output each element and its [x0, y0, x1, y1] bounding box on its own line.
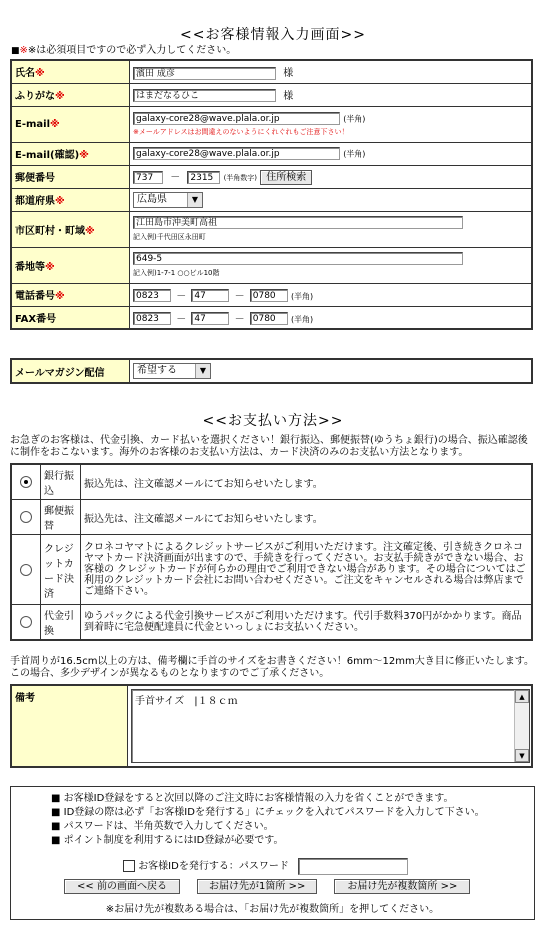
row-prefecture [11, 188, 532, 211]
bullet-item: ■ ポイント制度を利用するにはID登録が必要です。 [51, 835, 284, 846]
phone-input-2[interactable]: 47 [191, 289, 229, 302]
label-address: 番地等※ [11, 247, 130, 283]
bullet-item: ■ パスワードは、半角英数で入力してください。 [51, 821, 274, 832]
payment-option [11, 605, 532, 641]
scroll-down-icon[interactable]: ▼ [515, 749, 529, 762]
single-address-button[interactable]: お届け先が1箇所 >> [197, 879, 317, 894]
mailmag-select[interactable] [133, 363, 211, 379]
radio-credit-card[interactable] [20, 564, 32, 576]
row-remarks [11, 685, 532, 767]
city-example: 記入例)千代田区永田町 [133, 233, 206, 241]
address-example: 記入例)1-7-1 ○○ビル10階 [133, 269, 220, 277]
radio-bank-transfer[interactable] [20, 476, 32, 488]
mailmag-value: 希望する [137, 365, 177, 376]
payment-title-wrap [0, 413, 546, 429]
customer-form [10, 59, 533, 330]
email-note: (半角) [343, 114, 366, 123]
phone-input-3[interactable]: 0780 [250, 289, 288, 302]
payment-title: <<お支払い方法>> [202, 413, 344, 429]
bullet-item: ■ ID登録の際は必ず「お客様IDを発行する」にチェックを入れてパスワードを入力して下さい。 [51, 807, 485, 818]
phone-input-1[interactable]: 0823 [133, 289, 171, 302]
email-confirm-note: (半角) [343, 149, 366, 159]
label-name: 氏名※ [11, 60, 130, 83]
fax-dash-2: － [234, 313, 245, 325]
row-city [11, 211, 532, 247]
payment-option [11, 535, 532, 605]
address-search-button[interactable]: 住所検索 [260, 170, 312, 185]
remarks-textarea[interactable] [131, 689, 530, 763]
email-confirm-input[interactable]: galaxy-core28@wave.plala.or.jp [133, 147, 340, 160]
issue-id-row [123, 857, 408, 875]
login-box [10, 786, 535, 920]
email-warning: ※メールアドレスはお間違えのないようにくれぐれもご注意下さい！ [133, 127, 349, 136]
row-email [11, 106, 532, 142]
payment-intro-wrap [0, 435, 546, 459]
page-title: <<お客様情報入力画面>> [180, 27, 366, 43]
payment-desc: 振込先は、注文確認メールにてお知らせいたします。 [81, 464, 533, 500]
name-suffix: 様 [283, 68, 294, 79]
remarks-scrollbar[interactable] [514, 690, 529, 762]
row-phone [11, 283, 532, 306]
label-email-confirm: E-mail(確認)※ [11, 142, 130, 165]
payment-intro: お急ぎのお客様は、代金引換、カード払いを選択ください！銀行振込、郵便振替(ゆうちょ銀行)の場合、振込確認後に制作をおこないます。海外のお客様のお支払い方法は、カード決済のみのお支払い方法となります。 [10, 435, 528, 458]
phone-dash-1: － [176, 290, 187, 302]
postal-input-1[interactable]: 737 [133, 171, 163, 184]
phone-note: (半角) [290, 291, 314, 301]
scroll-up-icon[interactable]: ▲ [515, 690, 529, 703]
fax-input-3[interactable]: 0780 [250, 312, 288, 325]
remarks-intro-wrap [0, 656, 546, 680]
row-name [11, 60, 532, 83]
row-email-confirm [11, 142, 532, 165]
payment-table [10, 463, 533, 641]
chevron-down-icon: ▼ [187, 193, 202, 207]
payment-desc: 振込先は、注文確認メールにてお知らせいたします。 [81, 500, 533, 535]
label-prefecture: 都道府県※ [11, 188, 130, 211]
furigana-suffix: 様 [283, 90, 294, 102]
row-mailmag [11, 359, 532, 383]
postal-input-2[interactable]: 2315 [187, 171, 220, 184]
radio-cod[interactable] [20, 616, 32, 628]
label-city: 市区町村・町域※ [11, 211, 130, 247]
back-button[interactable]: << 前の画面へ戻る [64, 879, 180, 894]
required-mark: ※ [19, 45, 28, 56]
label-mailmag: メールマガジン配信 [11, 359, 130, 383]
payment-label: クレジットカード決済 [41, 535, 81, 605]
email-input[interactable]: galaxy-core28@wave.plala.or.jp [133, 112, 340, 125]
password-input[interactable] [298, 858, 408, 875]
prefecture-value: 広島県 [137, 193, 167, 205]
row-postal [11, 165, 532, 188]
row-furigana [11, 83, 532, 106]
phone-dash-2: － [234, 290, 245, 302]
page-title-wrap [0, 27, 546, 43]
payment-option [11, 464, 532, 500]
payment-desc: クロネコヤマトによるクレジットサービスがご利用いただけます。注文確定後、引き続きクロネコヤマトカード決済画面が出ますので、手続きを行ってください。お支払手続きができない場合、お客様の クレジットカードが何らかの理由でご利用できない場合があります。その場合についてはご利用のクレジットカード会社にお問い合わせください。ご注文をキャンセルされる場合は弊店までご連絡下さい。 [81, 535, 533, 605]
payment-label: 郵便振替 [41, 500, 81, 535]
row-address [11, 247, 532, 283]
label-remarks: 備考 [11, 685, 128, 767]
bullet-item: ■ お客様ID登録をすると次回以降のご注文時にお客様情報の入力を省くことができます。 [51, 793, 454, 804]
payment-label: 代金引換 [41, 605, 81, 641]
label-phone: 電話番号※ [11, 283, 130, 306]
label-email: E-mail※ [11, 106, 130, 142]
fax-note: (半角) [290, 314, 314, 324]
chevron-down-icon: ▼ [195, 364, 210, 378]
required-note-text: ※は必須項目ですので必ず入力してください。 [27, 45, 237, 56]
login-buttons [64, 879, 470, 894]
postal-note: (半角数字) [223, 174, 258, 183]
label-furigana: ふりがな※ [11, 83, 130, 106]
issue-id-checkbox[interactable] [123, 860, 135, 872]
row-fax [11, 306, 532, 329]
remarks-form [10, 684, 533, 768]
footer-note: ※お届け先が複数ある場合は、「お届け先が複数箇所」を押してください。 [105, 904, 440, 915]
postal-dash: － [170, 172, 181, 184]
payment-desc: ゆうパックによる代金引換サービスがご利用いただけます。代引手数料370円がかかります。商品到着時に宅急便配達員に代金といっしょにお支払いください。 [81, 605, 533, 641]
fax-input-1[interactable]: 0823 [133, 312, 171, 325]
label-fax: FAX番号 [11, 306, 130, 329]
remarks-text: 手首サイズ |１８ｃｍ [135, 696, 238, 707]
payment-option [11, 500, 532, 535]
furigana-input[interactable]: はまだなるひこ [133, 89, 276, 102]
city-input[interactable]: 江田島市沖美町高祖 [133, 216, 463, 229]
required-note-wrap [0, 45, 546, 57]
required-note [0, 45, 546, 57]
fax-dash-1: － [176, 313, 187, 325]
payment-label: 銀行振込 [41, 464, 81, 500]
issue-id-label: お客様IDを発行する：パスワード [138, 861, 289, 872]
remarks-intro: 手首周りが16.5cm以上の方は、備考欄に手首のサイズをお書きください！6mm～12mm大き目に修正いたします。この場合、多少デザインが異なるものとなりますのでご了承ください。 [10, 656, 534, 679]
mailmag-form [10, 358, 533, 384]
multi-address-button[interactable]: お届け先が複数箇所 >> [334, 879, 470, 894]
label-postal: 郵便番号 [11, 165, 130, 188]
name-input[interactable]: 濱田 成彦 [133, 67, 276, 80]
login-bullets [51, 792, 485, 848]
radio-postal-transfer[interactable] [20, 511, 32, 523]
fax-input-2[interactable]: 47 [191, 312, 229, 325]
address-input[interactable]: 649-5 [133, 252, 463, 265]
prefecture-select[interactable] [133, 192, 203, 208]
square-icon: ■ [11, 46, 20, 56]
